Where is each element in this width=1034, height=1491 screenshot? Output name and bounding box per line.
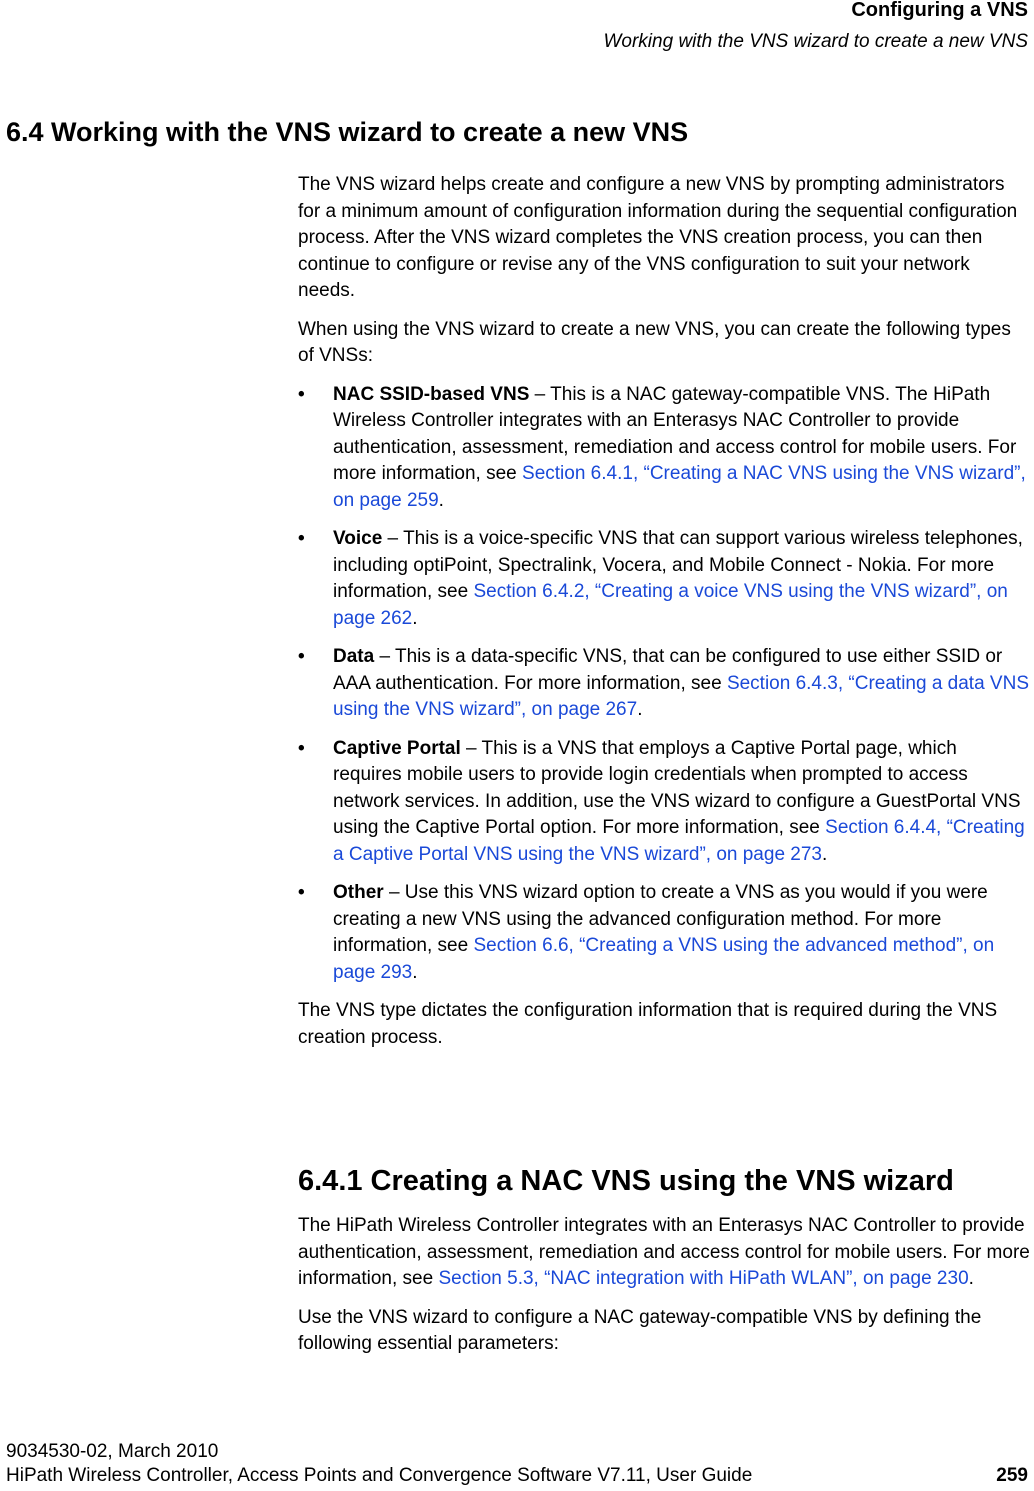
list-item-text: – This is a voice-specific VNS that can support various wireless telephones, including optiPoint, Spectralink, Vocera, and Mobile Connect - Nokia. For more information, see: [333, 528, 1023, 602]
vns-types-list: [298, 382, 1030, 987]
bullet-icon: •: [298, 528, 305, 549]
list-item: [298, 526, 1030, 632]
cross-reference-link[interactable]: Section 6.6, “Creating a VNS using the advanced method”, on page 293: [333, 935, 995, 983]
list-item-end: .: [412, 961, 418, 983]
list-item-end: .: [637, 699, 643, 720]
running-header-chapter: Configuring a VNS: [851, 0, 1028, 21]
cross-reference-link[interactable]: Section 6.4.1, “Creating a NAC VNS using the VNS wizard”, on page 259: [333, 463, 1026, 511]
subsection-paragraph-2: Use the VNS wizard to configure a NAC gateway-compatible VNS by defining the following essential parameters:: [298, 1306, 982, 1354]
list-item-text: – This is a NAC gateway-compatible VNS. The HiPath Wireless Controller integrates with an Enterasys NAC Controller to provide authentication, assessment, remediation and access control for mobile users. For more information, see: [333, 383, 1017, 484]
list-item-term: Other: [333, 882, 384, 903]
cross-reference-link[interactable]: Section 5.3, “NAC integration with HiPath WLAN”, on page 230: [438, 1268, 969, 1289]
subsection-paragraph-end: .: [968, 1268, 974, 1289]
bullet-icon: •: [298, 737, 305, 759]
bullet-icon: •: [298, 383, 305, 405]
list-item-end: .: [438, 489, 444, 511]
list-item-end: .: [412, 607, 418, 629]
list-item-term: Captive Portal: [333, 737, 461, 759]
bullet-icon: •: [298, 646, 305, 667]
list-item-end: .: [822, 843, 828, 865]
cross-reference-link[interactable]: Section 6.4.4, “Creating a Captive Portal VNS using the VNS wizard”, on page 273: [333, 817, 1025, 865]
types-intro-paragraph: When using the VNS wizard to create a new VNS, you can create the following types of VNSs:: [298, 318, 1011, 366]
list-item-text: – Use this VNS wizard option to create a VNS as you would if you were creating a new VNS using the advanced configuration method. For more information, see: [333, 882, 988, 956]
footer-doc-id: 9034530-02, March 2010: [6, 1441, 219, 1462]
closing-paragraph: The VNS type dictates the configuration information that is required during the VNS creation process.: [298, 1000, 998, 1048]
section-heading: 6.4 Working with the VNS wizard to create a new VNS: [6, 117, 689, 147]
subsection-paragraph: [298, 1213, 1030, 1293]
subsection-heading: 6.4.1 Creating a NAC VNS using the VNS wizard: [298, 1165, 954, 1197]
list-item: [298, 382, 1030, 515]
running-header-section: Working with the VNS wizard to create a new VNS: [603, 31, 1028, 52]
list-item-text: – This is a data-specific VNS, that can be configured to use either SSID or AAA authentication. For more information, see: [333, 646, 1003, 694]
list-item-text: – This is a VNS that employs a Captive Portal page, which requires mobile users to provide login credentials when prompted to access network services. In addition, use the VNS wizard to configure a GuestPortal VNS using the Captive Portal option. For more information, see: [333, 737, 1021, 838]
list-item-term: Voice: [333, 528, 383, 549]
cross-reference-link[interactable]: Section 6.4.3, “Creating a data VNS using the VNS wizard”, on page 267: [333, 672, 1029, 720]
bullet-icon: •: [298, 882, 305, 903]
subsection-body: [298, 1155, 1030, 1370]
footer-title: HiPath Wireless Controller, Access Points and Convergence Software V7.11, User Guide: [6, 1465, 753, 1486]
list-item-term: Data: [333, 646, 375, 667]
section-body: [298, 172, 1030, 1063]
list-item: [298, 736, 1030, 869]
page-footer: [6, 1440, 1028, 1488]
list-item: [298, 644, 1030, 724]
cross-reference-link[interactable]: Section 6.4.2, “Creating a voice VNS using the VNS wizard”, on page 262: [333, 581, 1008, 629]
intro-paragraph: The VNS wizard helps create and configure a new VNS by prompting administrators for a minimum amount of configuration information during the sequential configuration process. After the VNS wizard completes the VNS creation process, you can then continue to configure or revise any of the VNS configuration to suit your network needs.: [298, 174, 1018, 301]
subsection-paragraph-text: The HiPath Wireless Controller integrates with an Enterasys NAC Controller to provide authentication, assessment, remediation and access control for mobile users. For more information, see: [298, 1215, 1030, 1289]
page-number: 259: [996, 1465, 1028, 1486]
running-header: [603, 0, 1028, 54]
list-item: [298, 880, 1030, 986]
list-item-term: NAC SSID-based VNS: [333, 383, 530, 405]
